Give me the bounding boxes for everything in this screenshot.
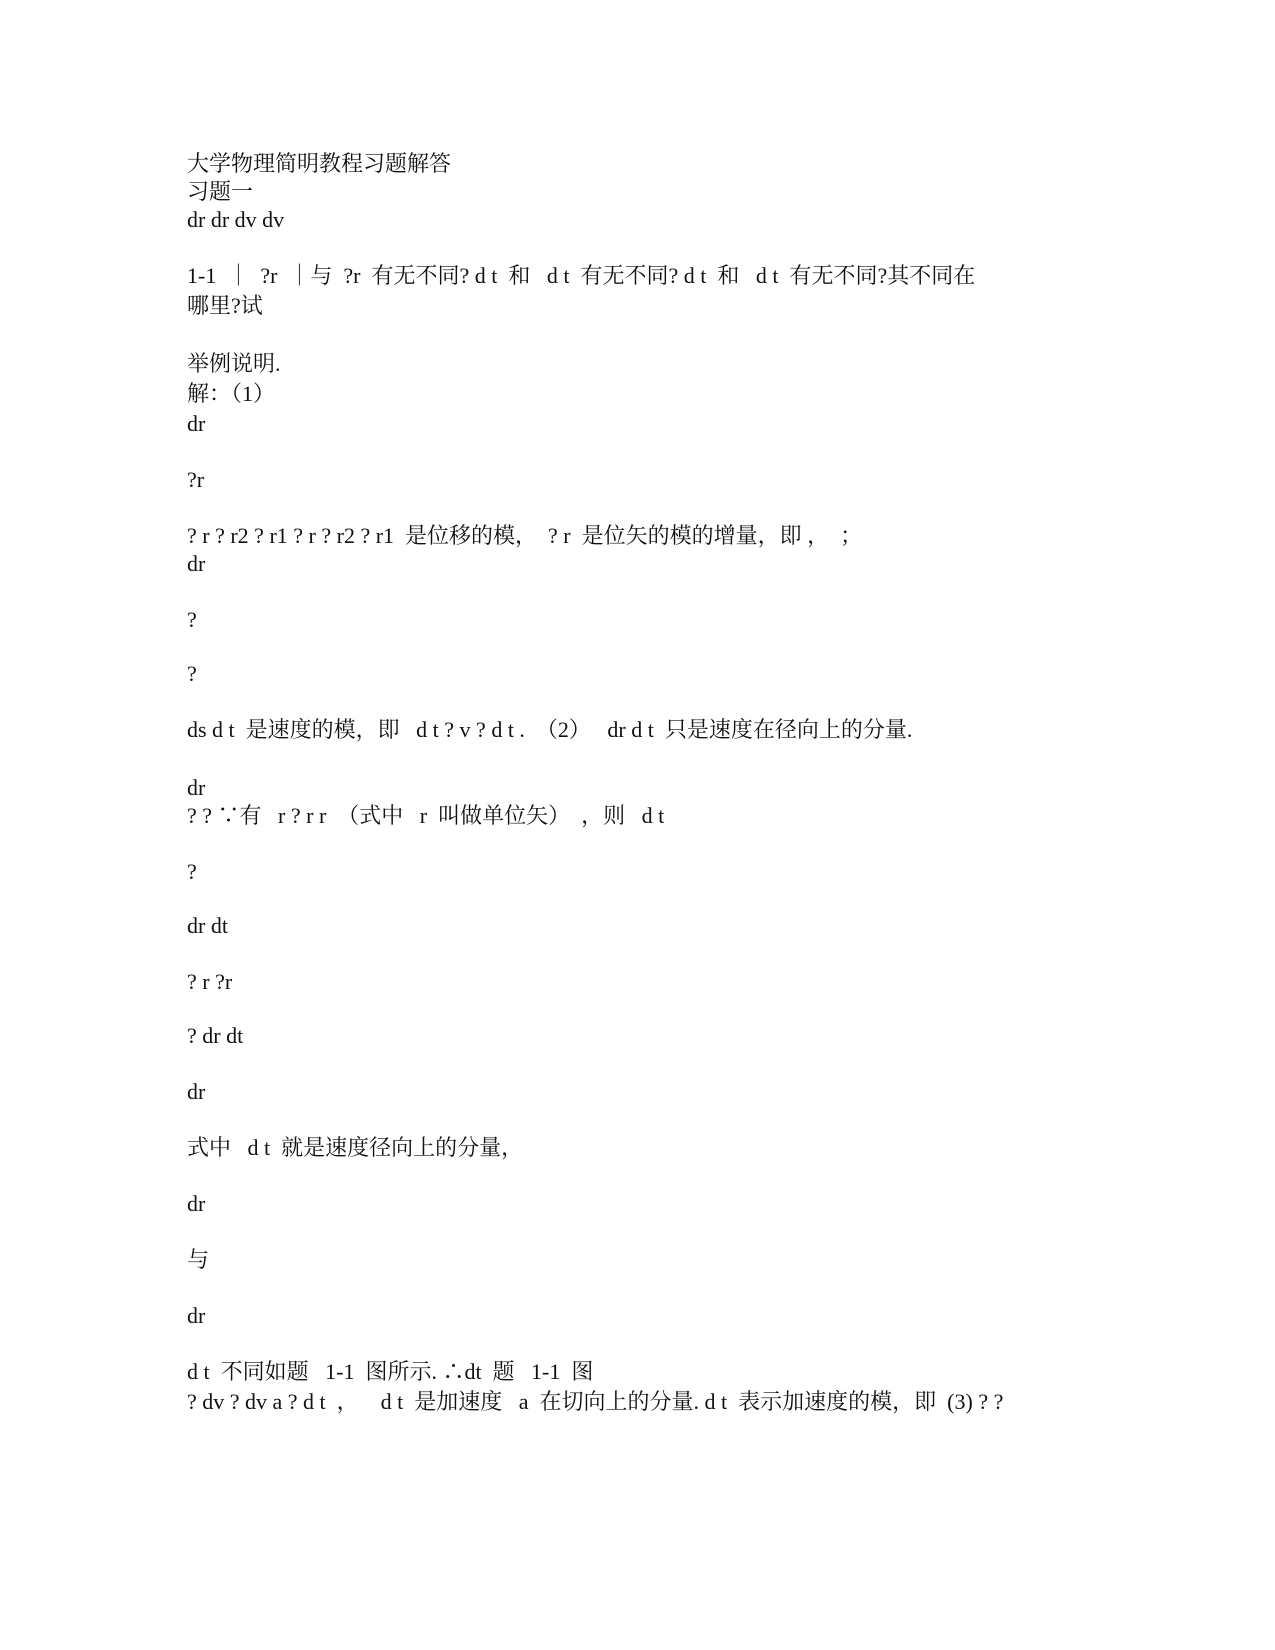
text-line: ? r ? r2 ? r1 ? r ? r2 ? r1 是位移的模， ? r 是位矢的模的增量，即 ， ；: [187, 523, 863, 548]
text-line: dr: [187, 551, 206, 576]
text-line: dr: [187, 411, 206, 436]
text-line: ? dv ? dv a ? d t ， d t 是加速度 a 在切向上的分量. d t 表示加速度的模，即 (3) ? ?: [187, 1389, 1004, 1414]
text-line: ds d t 是速度的模，即 d t ? v ? d t . （2） dr d t 只是速度在径向上的分量.: [187, 717, 913, 742]
text-line: d t 不同如题 1-1 图所示. ∴dt 题 1-1 图: [187, 1359, 594, 1384]
text-line: ? dr dt: [187, 1023, 244, 1048]
text-line: 与: [187, 1247, 210, 1272]
text-line: ?: [187, 859, 197, 884]
text-line: 式中 d t 就是速度径向上的分量，: [187, 1135, 524, 1160]
text-line: dr: [187, 1303, 206, 1328]
question-line: 哪里?试: [187, 293, 263, 318]
text-line: ?: [187, 661, 197, 686]
text-line: dr: [187, 1191, 206, 1216]
text-line: ?r: [187, 467, 205, 492]
text-line: dr dt: [187, 913, 228, 938]
text-line: dr dr dv dv: [187, 207, 285, 232]
document-title: 大学物理简明教程习题解答: [187, 151, 452, 176]
text-line: 举例说明.: [187, 351, 281, 376]
answer-label: 解：（1）: [187, 381, 276, 406]
text-line: dr: [187, 1079, 206, 1104]
text-line: ? ? ∵有 r ? r r （式中 r 叫做单位矢） ，则 d t: [187, 803, 665, 828]
text-line: ? r ?r: [187, 969, 233, 994]
exercise-heading: 习题一: [187, 179, 254, 204]
text-line: ?: [187, 607, 197, 632]
question-line: 1-1 ｜ ?r ｜与 ?r 有无不同? d t 和 d t 有无不同? d t 和 d t 有无不同?其不同在: [187, 263, 976, 288]
text-line: dr: [187, 775, 206, 800]
